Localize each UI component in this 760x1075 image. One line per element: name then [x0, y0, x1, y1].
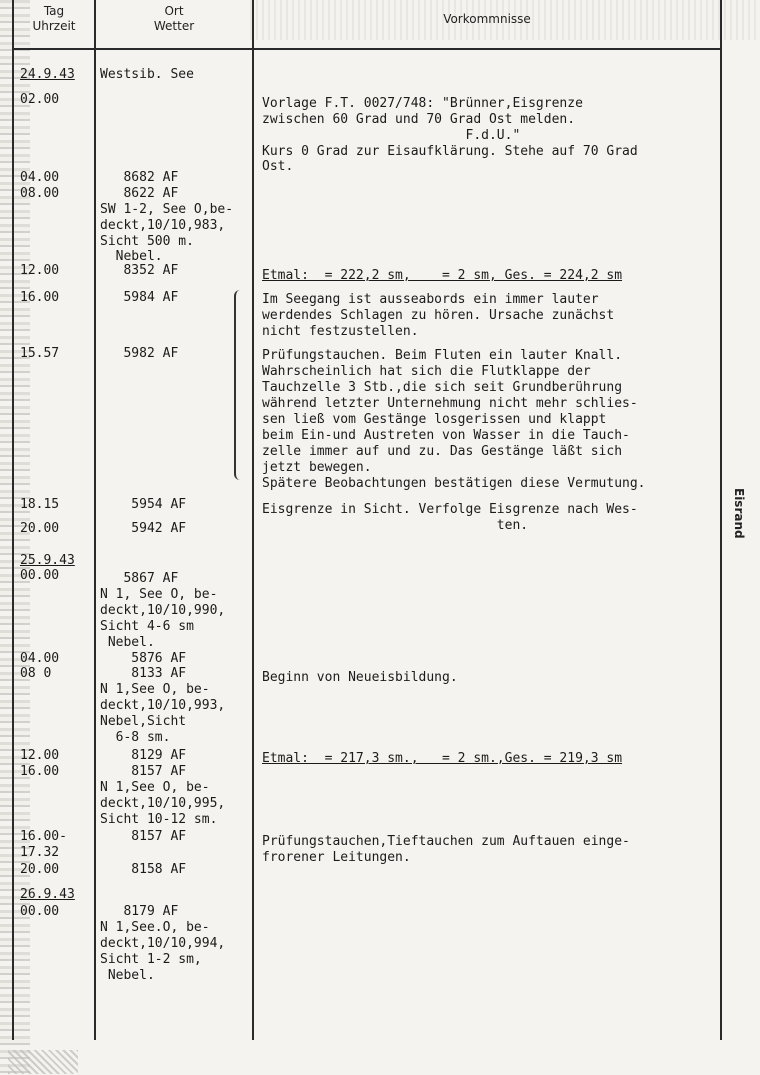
- header-uhrzeit: Uhrzeit: [32, 19, 76, 33]
- col2-entry: Nebel.: [100, 249, 163, 264]
- col3-line: Wahrscheinlich hat sich die Flutklappe der: [262, 364, 591, 379]
- etmal-line: Etmal: = 222,2 sm, = 2 sm, Ges. = 224,2 sm: [262, 268, 623, 283]
- col3-line: Eisgrenze in Sicht. Verfolge Eisgrenze nach Wes-: [262, 502, 638, 517]
- col1-entry: 15.57: [20, 346, 60, 361]
- col2-entry: Sicht 1-2 sm,: [100, 952, 202, 967]
- col2-entry: Sicht 500 m.: [100, 234, 194, 249]
- header-ort: Ort: [164, 4, 184, 18]
- rule-col3: [720, 0, 722, 1040]
- col1-entry: 00.00: [20, 904, 60, 919]
- col2-entry: N 1, See O, be-: [100, 587, 218, 602]
- col3-line: sen ließ vom Gestänge losgerissen und klappt: [262, 412, 607, 427]
- col1-entry: 24.9.43: [20, 67, 75, 82]
- rule-col1: [94, 0, 96, 1040]
- col1-entry: 12.00: [20, 748, 60, 763]
- col2-entry: 8622 AF: [100, 186, 179, 201]
- col2-entry: N 1,See O, be-: [100, 780, 210, 795]
- col3-line: Spätere Beobachtungen bestätigen diese Vermutung.: [262, 476, 646, 491]
- col3-line: Kurs 0 Grad zur Eisaufklärung. Stehe auf 70 Grad: [262, 144, 638, 159]
- col2-entry: 5984 AF: [100, 290, 179, 305]
- header-col1: [14, 4, 94, 34]
- col2-entry: 8158 AF: [100, 862, 187, 877]
- col1-entry: 26.9.43: [20, 887, 75, 902]
- col3-line: Beginn von Neueisbildung.: [262, 670, 458, 685]
- col2-entry: Nebel.: [100, 968, 155, 983]
- col1-entry: 16.00: [20, 764, 60, 779]
- col2-entry: Sicht 4-6 sm: [100, 619, 194, 634]
- col1-entry: 16.00: [20, 290, 60, 305]
- margin-bracket: [234, 290, 242, 480]
- col2-entry: 5876 AF: [100, 651, 187, 666]
- col1-entry: 12.00: [20, 263, 60, 278]
- col2-entry: Nebel.: [100, 635, 155, 650]
- header-col2: [96, 4, 252, 34]
- col3-line: nicht festzustellen.: [262, 324, 419, 339]
- col2-entry: N 1,See.O, be-: [100, 920, 210, 935]
- col2-entry: 8133 AF: [100, 666, 187, 681]
- col2-entry: deckt,10/10,983,: [100, 218, 226, 233]
- col2-entry: 5867 AF: [100, 571, 179, 586]
- col3-line: Prüfungstauchen. Beim Fluten ein lauter Knall.: [262, 348, 623, 363]
- col3-line: frorener Leitungen.: [262, 850, 411, 865]
- col3-line: Tauchzelle 3 Stb.,die sich seit Grundberührung: [262, 380, 623, 395]
- col3-line: Ost.: [262, 159, 294, 174]
- rule-col2: [252, 0, 254, 1040]
- col2-entry: Nebel,Sicht: [100, 714, 187, 729]
- col1-entry: 25.9.43: [20, 553, 75, 568]
- col3-line: ten.: [262, 518, 529, 533]
- col2-entry: 5982 AF: [100, 346, 179, 361]
- col3-line: während letzter Unternehmung nicht mehr schlies-: [262, 396, 638, 411]
- col1-entry: 04.00: [20, 170, 60, 185]
- col2-entry: deckt,10/10,993,: [100, 698, 226, 713]
- col1-entry: 18.15: [20, 497, 60, 512]
- col1-entry: 20.00: [20, 521, 60, 536]
- rule-left: [12, 0, 14, 1040]
- col2-entry: 5942 AF: [100, 521, 187, 536]
- col3-line: werdendes Schlagen zu hören. Ursache zunächst: [262, 308, 615, 323]
- col2-entry: deckt,10/10,994,: [100, 936, 226, 951]
- col2-entry: deckt,10/10,995,: [100, 796, 226, 811]
- col2-entry: Sicht 10-12 sm.: [100, 812, 218, 827]
- header-wetter: Wetter: [153, 19, 195, 33]
- col3-line: zelle immer auf und zu. Das Gestänge läßt sich: [262, 444, 623, 459]
- col3-line: Prüfungstauchen,Tieftauchen zum Auftauen einge-: [262, 834, 630, 849]
- col2-entry: 6-8 sm.: [100, 730, 171, 745]
- col2-entry: 8352 AF: [100, 263, 179, 278]
- col1-entry: 02.00: [20, 92, 60, 107]
- col3-line: Vorlage F.T. 0027/748: "Brünner,Eisgrenze: [262, 96, 583, 111]
- margin-note: Eisrand: [732, 488, 746, 539]
- col3-line: beim Ein-und Austreten von Wasser in die Tauch-: [262, 428, 630, 443]
- col2-entry: SW 1-2, See O,be-: [100, 202, 234, 217]
- header-rule: [12, 48, 720, 50]
- col1-entry: 20.00: [20, 862, 60, 877]
- col2-entry: 5954 AF: [100, 497, 187, 512]
- col3-line: jetzt bewegen.: [262, 460, 372, 475]
- col2-entry: 8129 AF: [100, 748, 187, 763]
- col3-line: F.d.U.": [262, 128, 521, 143]
- col1-entry: 04.00: [20, 651, 60, 666]
- col1-entry: 08.00: [20, 186, 60, 201]
- etmal-line: Etmal: = 217,3 sm., = 2 sm.,Ges. = 219,3 sm: [262, 751, 623, 766]
- header-col3: [254, 12, 720, 27]
- col2-entry: 8157 AF: [100, 829, 187, 844]
- col2-entry: Westsib. See: [100, 67, 194, 82]
- header-vorkommnisse: Vorkommnisse: [443, 12, 531, 26]
- col1-entry: 17.32: [20, 845, 60, 860]
- col1-entry: 00.00: [20, 568, 60, 583]
- col2-entry: 8682 AF: [100, 170, 179, 185]
- header-tag: Tag: [43, 4, 65, 18]
- col1-entry: 08 0: [20, 666, 52, 681]
- col2-entry: 8179 AF: [100, 904, 179, 919]
- col1-entry: 16.00-: [20, 829, 67, 844]
- col2-entry: 8157 AF: [100, 764, 187, 779]
- scan-smudge: [8, 1050, 78, 1074]
- col2-entry: deckt,10/10,990,: [100, 603, 226, 618]
- col3-line: Im Seegang ist ausseabords ein immer lauter: [262, 292, 599, 307]
- col2-entry: N 1,See O, be-: [100, 682, 210, 697]
- col3-line: zwischen 60 Grad und 70 Grad Ost melden.: [262, 112, 576, 127]
